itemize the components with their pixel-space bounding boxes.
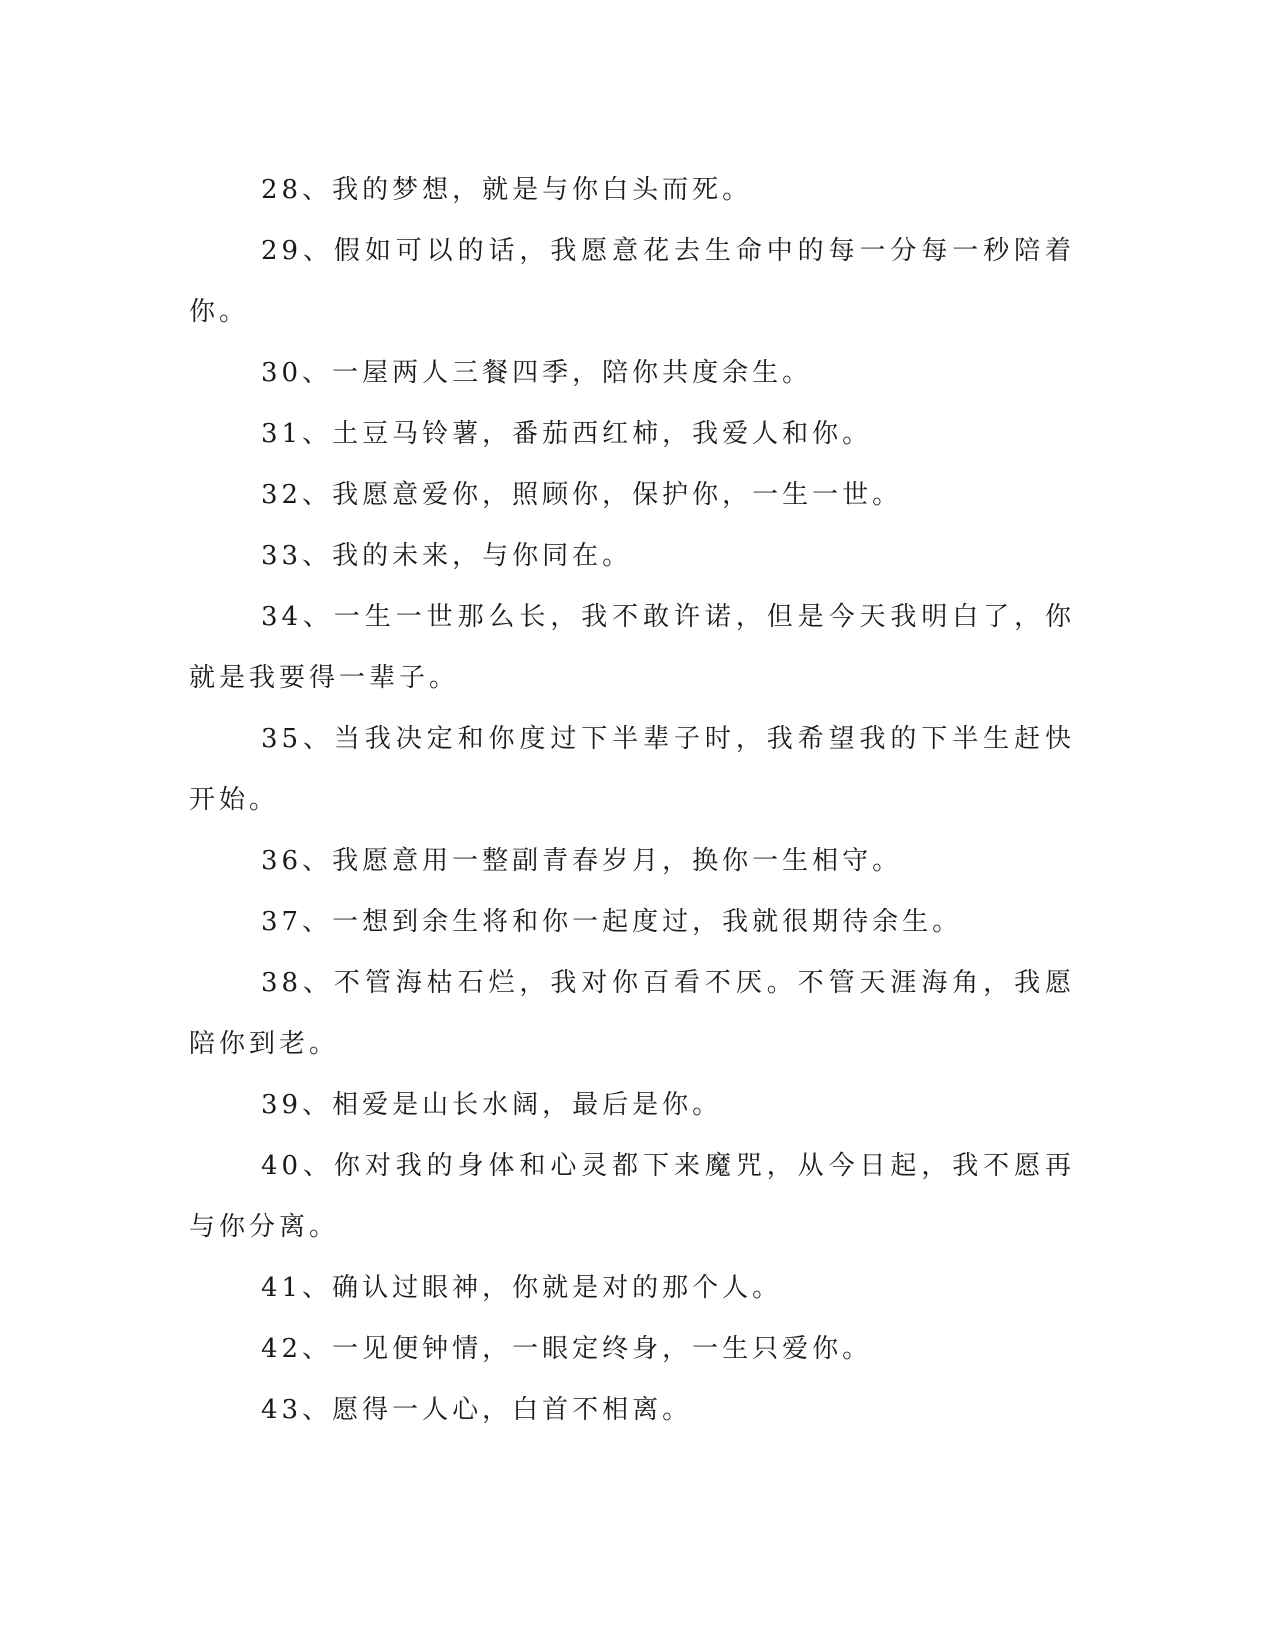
paragraph-28: 28、我的梦想，就是与你白头而死。: [261, 175, 753, 205]
paragraph-29: 29、假如可以的话，我愿意花去生命中的每一分每一秒陪着你。: [189, 236, 1075, 327]
paragraph-38: 38、不管海枯石烂，我对你百看不厌。不管天涯海角，我愿陪你到老。: [189, 968, 1075, 1059]
document-body: [189, 160, 1075, 1441]
paragraph-35: 35、当我决定和你度过下半辈子时，我希望我的下半生赶快开始。: [189, 724, 1075, 815]
paragraph-33: 33、我的未来，与你同在。: [261, 541, 633, 571]
paragraph-39: 39、相爱是山长水阔，最后是你。: [261, 1090, 723, 1120]
paragraph-30: 30、一屋两人三餐四季，陪你共度余生。: [261, 358, 813, 388]
paragraph-36: 36、我愿意用一整副青春岁月，换你一生相守。: [261, 846, 903, 876]
paragraph-34: 34、一生一世那么长，我不敢许诺，但是今天我明白了，你就是我要得一辈子。: [189, 602, 1075, 693]
paragraph-40: 40、你对我的身体和心灵都下来魔咒，从今日起，我不愿再与你分离。: [189, 1151, 1075, 1242]
paragraph-37: 37、一想到余生将和你一起度过，我就很期待余生。: [261, 907, 963, 937]
paragraph-32: 32、我愿意爱你，照顾你，保护你，一生一世。: [261, 480, 903, 510]
paragraph-42: 42、一见便钟情，一眼定终身，一生只爱你。: [261, 1334, 873, 1364]
paragraph-41: 41、确认过眼神，你就是对的那个人。: [261, 1273, 783, 1303]
paragraph-31: 31、土豆马铃薯，番茄西红柿，我爱人和你。: [261, 419, 873, 449]
paragraph-43: 43、愿得一人心，白首不相离。: [261, 1395, 693, 1425]
